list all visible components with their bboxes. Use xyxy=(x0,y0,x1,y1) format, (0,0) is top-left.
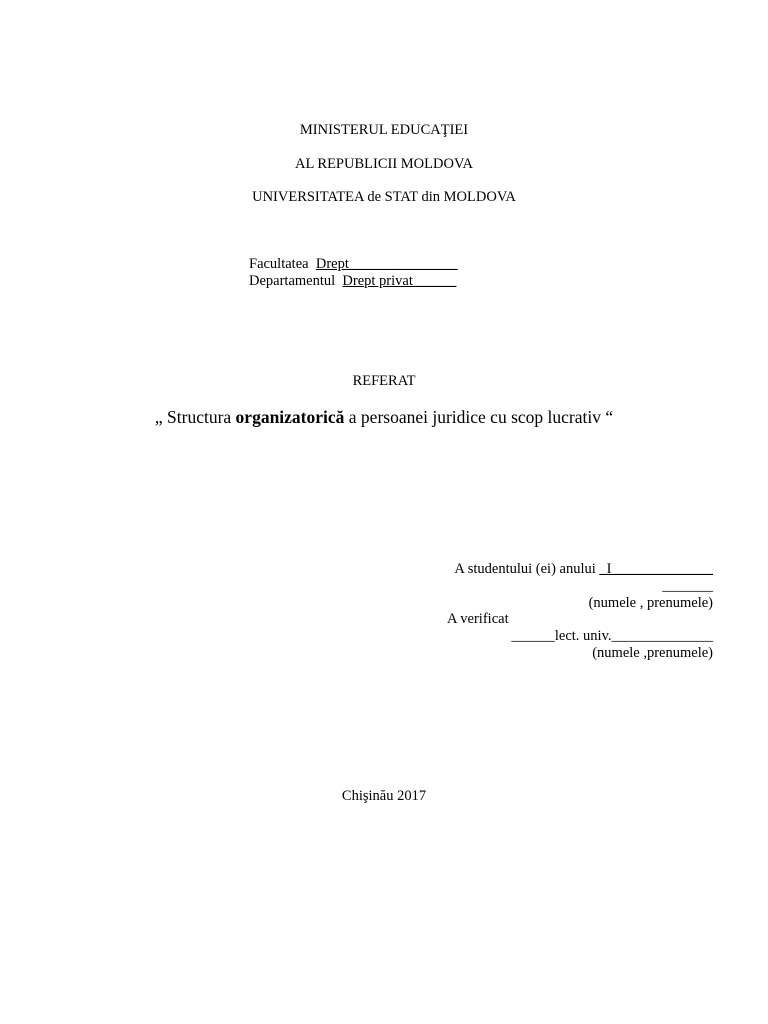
title-post: a persoanei juridice cu scop lucrativ “ xyxy=(344,407,614,427)
teacher-line: ______lect. univ.______________ xyxy=(511,628,713,644)
university-suffix: din MOLDOVA xyxy=(421,189,516,205)
place-year: Chişinău 2017 xyxy=(341,788,427,804)
student-name-line: _______ xyxy=(662,578,713,594)
department-line xyxy=(249,272,456,290)
ministry-line: MINISTERUL EDUCAŢIEI xyxy=(299,122,469,138)
faculty-line xyxy=(249,255,458,273)
faculty-label: Facultatea xyxy=(249,256,309,272)
department-value: Drept privat______ xyxy=(342,273,457,289)
university-line xyxy=(0,188,768,206)
republic-line: AL REPUBLICII MOLDOVA xyxy=(294,156,474,172)
referat-heading: REFERAT xyxy=(352,373,416,389)
referat-title xyxy=(0,408,768,426)
student-label: A studentului (ei) anului xyxy=(454,561,600,577)
faculty-value: Drept_______________ xyxy=(315,256,458,272)
teacher-name-hint: (numele ,prenumele) xyxy=(592,645,713,661)
title-bold: organizatorică xyxy=(235,407,345,427)
student-name-hint: (numele , prenumele) xyxy=(588,595,713,611)
title-pre: „ Structura xyxy=(154,407,236,427)
department-label: Departamentul xyxy=(249,273,336,289)
student-line xyxy=(454,560,713,578)
student-value: _I______________ xyxy=(599,561,713,577)
university-prefix: UNIVERSITATEA de STAT xyxy=(252,189,422,205)
verified-label: A verificat xyxy=(447,611,509,627)
